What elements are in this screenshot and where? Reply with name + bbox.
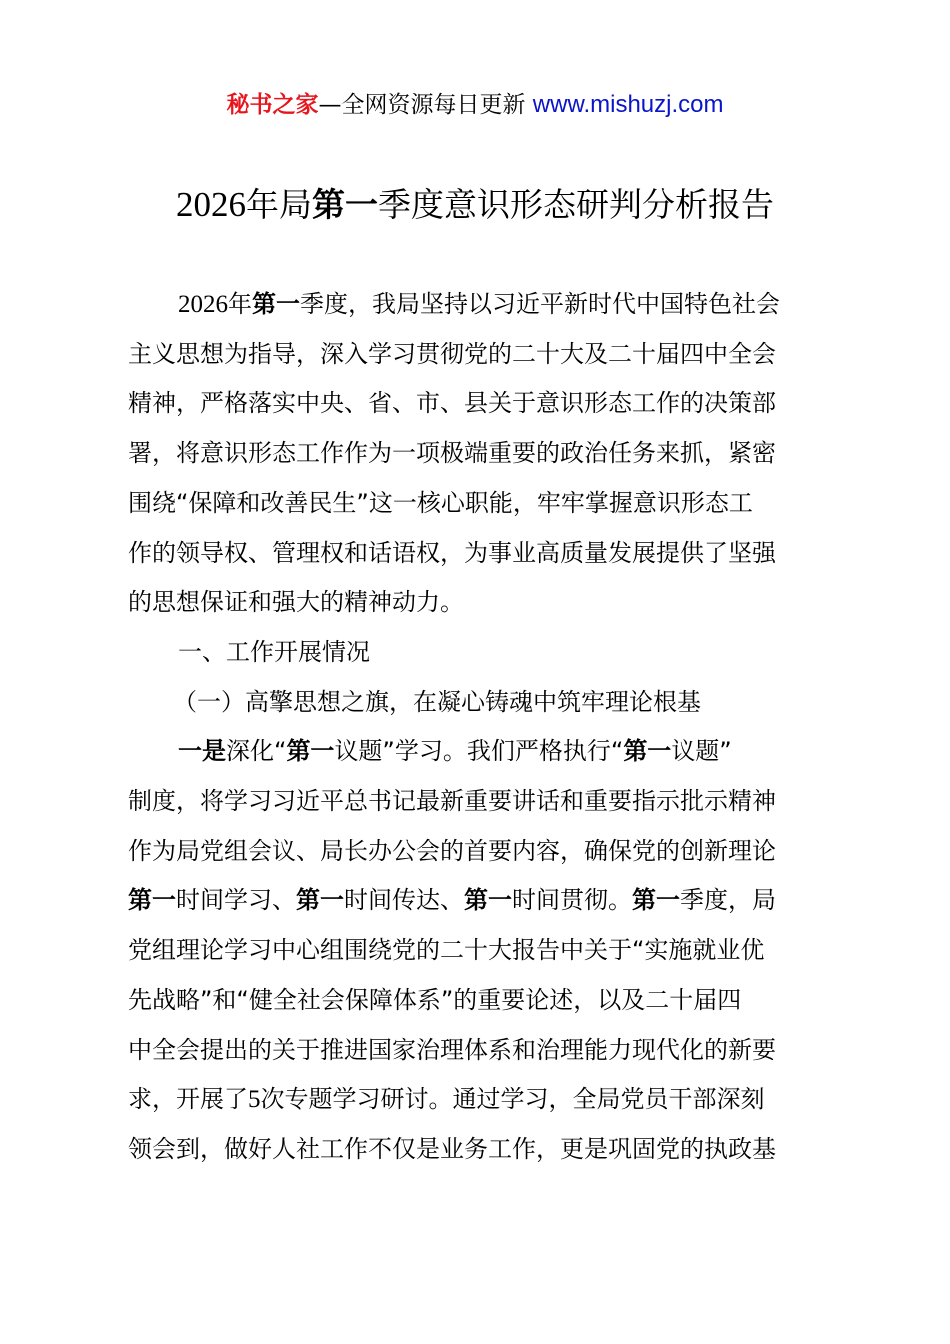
title-year: 2026: [176, 185, 246, 224]
subsection-heading: [128, 678, 832, 728]
p1-l1-b: 议题”学习。我们严格执行“: [334, 737, 624, 766]
p1-line-4: [128, 876, 832, 926]
site-header: [0, 88, 950, 122]
p1-l4-bold-2: 第一: [296, 886, 344, 915]
p1-l4-a: 时间学习、: [176, 886, 296, 915]
intro-line-1: [128, 280, 832, 330]
brand-name: 秘书之家: [226, 92, 319, 118]
p1-line-2: 制度，将学习习近平总书记最新重要讲话和重要指示批示精神: [128, 787, 776, 816]
p1-line-9: 领会到，做好人社工作不仅是业务工作，更是巩固党的执政基: [128, 1134, 776, 1163]
intro-year: 2026: [178, 291, 228, 318]
p1-l8-number: 5: [248, 1086, 261, 1114]
p1-l4-d: 季度，局: [680, 886, 776, 915]
intro-line-7: 的思想保证和强大的精神动力。: [128, 588, 464, 617]
intro-line-1-rest: 季度，我局坚持以习近平新时代中国特色社会: [300, 290, 780, 318]
p1-l1-a: 深化“: [226, 737, 287, 766]
section-heading-text: 一、工作开展情况: [178, 637, 370, 666]
p1-l4-bold-3: 第一: [464, 886, 512, 915]
intro-line-6: 作的领导权、管理权和话语权，为事业高质量发展提供了坚强: [128, 538, 776, 567]
p1-l4-bold-1: 第一: [128, 886, 176, 915]
intro-year-suffix: 年: [228, 290, 252, 318]
subsection-heading-text: （一）高擎思想之旗，在凝心铸魂中筑牢理论根基: [173, 687, 701, 716]
p1-l1-bold-1: 第一: [286, 737, 335, 766]
p1-line-5: 党组理论学习中心组围绕党的二十大报告中关于“实施就业优: [128, 936, 765, 965]
document-title: [0, 182, 950, 228]
section-heading: [128, 628, 832, 678]
title-post: 季度意识形态研判分析报告: [378, 185, 774, 224]
p1-line-1: [128, 727, 832, 777]
p1-line-6: 先战略”和“健全社会保障体系”的重要论述，以及二十届四: [128, 985, 742, 1014]
title-pre: 年局: [246, 185, 312, 224]
p1-line-7: 中全会提出的关于推进国家治理体系和治理能力现代化的新要: [128, 1035, 776, 1064]
header-tagline: —全网资源每日更新: [318, 92, 533, 118]
point-label: 一是: [178, 737, 226, 766]
p1-line-3: 作为局党组会议、局长办公会的首要内容，确保党的创新理论: [128, 836, 776, 865]
intro-bold: 第一: [252, 290, 300, 318]
p1-l4-bold-4: 第一: [632, 886, 680, 915]
document-body: [128, 280, 832, 1175]
p1-line-8: [128, 1075, 832, 1125]
intro-paragraph: [128, 280, 832, 628]
intro-line-4: 署，将意识形态工作作为一项极端重要的政治任务来抓，紧密: [128, 439, 776, 468]
title-bold: 第一: [312, 185, 378, 224]
intro-line-3: 精神，严格落实中央、省、市、县关于意识形态工作的决策部: [128, 389, 776, 418]
p1-l4-b: 时间传达、: [344, 886, 464, 915]
p1-l4-c: 时间贯彻。: [512, 886, 632, 915]
point-one-paragraph: [128, 727, 832, 1174]
p1-l1-c: 议题”: [671, 737, 732, 766]
site-url-link[interactable]: www.mishuzj.com: [532, 91, 724, 118]
p1-l1-bold-2: 第一: [623, 737, 672, 766]
intro-line-5: 围绕“保障和改善民生”这一核心职能，牢牢掌握意识形态工: [128, 488, 753, 517]
p1-l8-b: 次专题学习研讨。通过学习，全局党员干部深刻: [260, 1085, 765, 1114]
intro-line-2: 主义思想为指导，深入学习贯彻党的二十大及二十届四中全会: [128, 339, 776, 368]
p1-l8-a: 求，开展了: [128, 1085, 248, 1114]
